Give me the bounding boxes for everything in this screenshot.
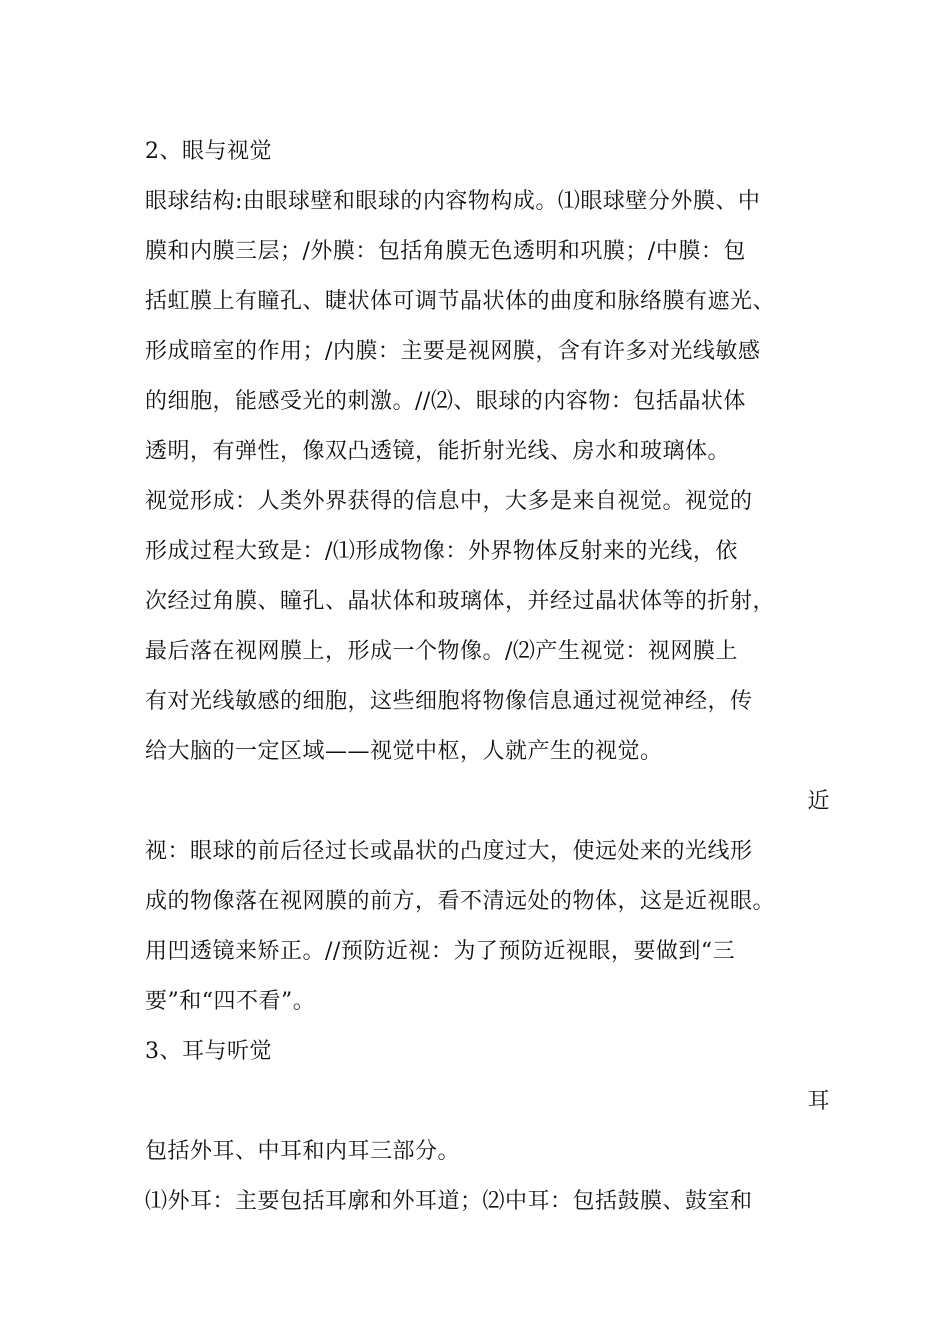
text-line: 用凹透镜来矫正。//预防近视：为了预防近视眼，要做到“三 — [145, 939, 736, 964]
text-line: 括虹膜上有瞳孔、睫状体可调节晶状体的曲度和脉络膜有遮光、 — [145, 289, 776, 314]
text-line: 视觉形成：人类外界获得的信息中，大多是来自视觉。视觉的 — [145, 489, 753, 514]
text-line: 透明，有弹性，像双凸透镜，能折射光线、房水和玻璃体。 — [145, 439, 731, 464]
section-heading-eye-vision: 2、眼与视觉 — [145, 139, 272, 164]
text-line: 成的物像落在视网膜的前方，看不清远处的物体，这是近视眼。 — [145, 889, 776, 914]
text-line: 给大脑的一定区域——视觉中枢，人就产生的视觉。 — [145, 739, 663, 764]
text-line: 膜和内膜三层；/外膜：包括角膜无色透明和巩膜；/中膜：包 — [145, 239, 746, 264]
text-line: 有对光线敏感的细胞，这些细胞将物像信息通过视觉神经，传 — [145, 689, 753, 714]
text-line-right-fragment: 耳 — [807, 1089, 830, 1114]
text-line: 要”和“四不看”。 — [145, 989, 316, 1014]
text-line: 形成暗室的作用；/内膜：主要是视网膜，含有许多对光线敏感 — [145, 339, 761, 364]
text-line: 包括外耳、中耳和内耳三部分。 — [145, 1139, 461, 1164]
text-line-right-fragment: 近 — [807, 789, 830, 814]
section-heading-ear-hearing: 3、耳与听觉 — [145, 1039, 272, 1064]
text-line: 的细胞，能感受光的刺激。//⑵、眼球的内容物：包括晶状体 — [145, 389, 746, 414]
text-line: ⑴外耳：主要包括耳廓和外耳道；⑵中耳：包括鼓膜、鼓室和 — [145, 1189, 753, 1214]
text-line: 次经过角膜、瞳孔、晶状体和玻璃体，并经过晶状体等的折射， — [145, 589, 776, 614]
text-line: 视：眼球的前后径过长或晶状的凸度过大，使远处来的光线形 — [145, 839, 753, 864]
text-line: 形成过程大致是：/⑴形成物像：外界物体反射来的光线，依 — [145, 539, 738, 564]
text-line: 眼球结构:由眼球壁和眼球的内容物构成。⑴眼球壁分外膜、中 — [145, 189, 761, 214]
text-line: 最后落在视网膜上，形成一个物像。/⑵产生视觉：视网膜上 — [145, 639, 738, 664]
